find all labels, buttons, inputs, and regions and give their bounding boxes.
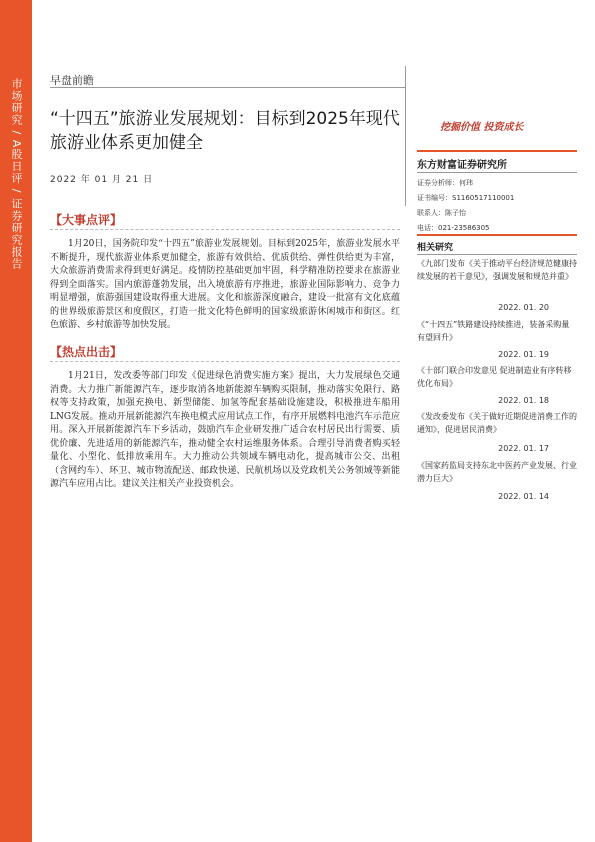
- section-divider: [50, 361, 400, 362]
- related-item[interactable]: 《十部门联合印发意见 促进制造业有序转移优化布局》: [417, 366, 572, 388]
- related-item-date: 2022. 01. 17: [498, 444, 549, 453]
- related-divider: [417, 254, 577, 255]
- report-title: “十四五”旅游业发展规划：目标到2025年现代旅游业体系更加健全: [50, 109, 400, 154]
- slogan: 挖掘价值 投资成长: [440, 122, 524, 133]
- analyst: 证券分析师：何玮: [417, 179, 473, 187]
- related-top-bar: [417, 234, 577, 236]
- related-item-date: 2022. 01. 19: [498, 350, 549, 359]
- related-item[interactable]: 《九部门发布《关于推动平台经济规范健康持续发展的若干意见》，强调发展和规范并重》: [417, 259, 577, 281]
- doc-type-label: 早盘前瞻: [50, 74, 94, 87]
- report-date: 2022 年 01 月 21 日: [50, 175, 154, 185]
- related-item-date: 2022. 01. 14: [498, 492, 549, 501]
- related-item[interactable]: 《发改委发布《关于做好近期促进消费工作的通知》，促进居民消费》: [417, 412, 577, 434]
- header-divider: [50, 87, 405, 88]
- related-item-date: 2022. 01. 20: [498, 303, 549, 312]
- org-name: 东方财富证券研究所: [417, 160, 507, 171]
- org-divider: [417, 172, 577, 173]
- section-divider: [50, 229, 400, 230]
- phone: 电话：021-23586305: [417, 224, 490, 232]
- related-item[interactable]: 《国家药监局支持东北中医药产业发展、行业潜力巨大》: [417, 461, 577, 483]
- sidebar-band: [0, 0, 32, 842]
- sidebar-category-label: 市场研究 / A股日评 / 证券研究报告: [10, 78, 23, 270]
- section-paragraph-hotspots: 1月21日，发改委等部门印发《促进绿色消费实施方案》提出，大力发展绿色交通消费。大力推广新能源汽车，逐步取消各地新能源车辆购买限制，推动落实免限行、路权等支持政策，加强充换电、新型储能、加氢等配套基础设施建设，积极推进车船用LNG发展。推动开展新能源汽车换电模式应用试点工作，有序开展燃料电池汽车示范应用。深入开展新能源汽车下乡活动，鼓励汽车企业研发推广适合农村居民出行需要、质优价廉、先进适用的新能源汽车，推动健全农村运维服务体系。合理引导消费者购买轻量化、小型化、低排放乘用车。大力推动公共领域车辆电动化，提高城市公交、出租（含网约车）、环卫、城市物流配送、邮政快递、民航机场以及党政机关公务领域等新能源汽车应用占比。建议关注相关产业投资机会。: [50, 371, 400, 489]
- contact: 联系人：陈子怡: [417, 209, 466, 217]
- section-heading-hotspots: 【热点出击】: [50, 345, 123, 359]
- related-item[interactable]: 《“十四五”铁路建设持续推进，装备采购量有望回升》: [417, 320, 570, 342]
- section-paragraph-events: 1月20日，国务院印发“十四五”旅游业发展规划。目标到2025年，旅游业发展水平不断提升，现代旅游业体系更加健全，旅游有效供给、优质供给、弹性供给更为丰富，大众旅游消费需求得到更好满足。疫情防控基础更加牢固，科学精准防控要求在旅游业得到全面落实。国内旅游蓬勃发展，出入境旅游有序推进，旅游业国际影响力、竞争力明显增强，旅游强国建设取得重大进展。文化和旅游深度融合，建设一批富有文化底蕴的世界级旅游景区和度假区，打造一批文化特色鲜明的国家级旅游休闲城市和街区。红色旅游、乡村旅游等加快发展。: [50, 239, 400, 330]
- related-item-date: 2022. 01. 18: [498, 396, 549, 405]
- org-top-bar: [417, 150, 577, 152]
- header-vertical-divider: [405, 66, 406, 206]
- section-heading-events: 【大事点评】: [50, 213, 123, 227]
- cert-number: 证书编号：S1160517110001: [417, 194, 515, 202]
- related-title: 相关研究: [417, 243, 454, 253]
